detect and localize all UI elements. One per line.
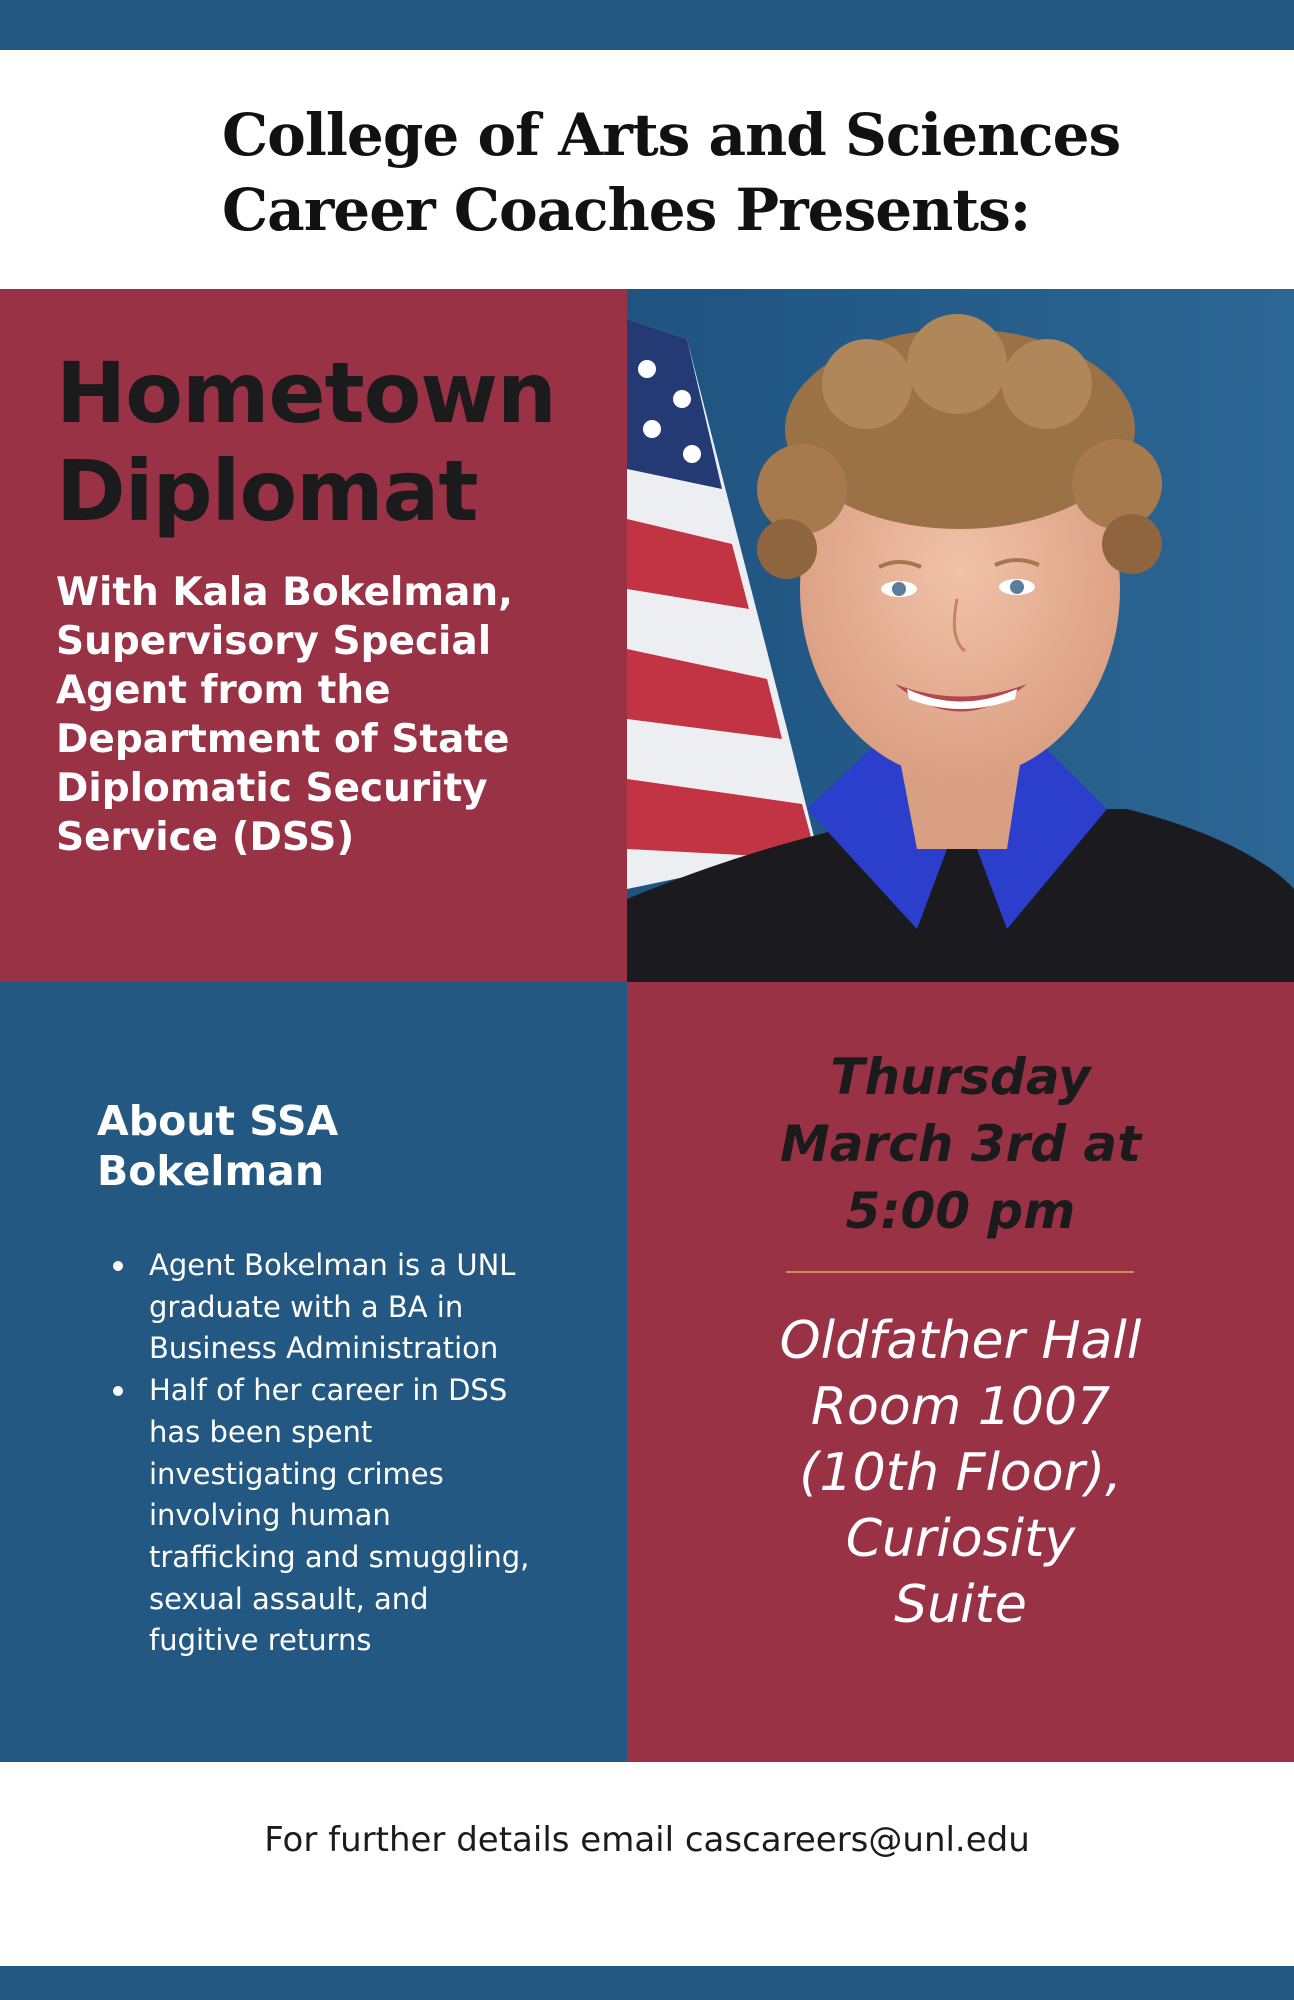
- location-line: Oldfather Hall: [779, 1311, 1142, 1371]
- about-bullet-item: [97, 1370, 567, 1662]
- event-title-line-2: Diplomat: [56, 442, 478, 540]
- bullet-line: Agent Bokelman is a UNL: [149, 1248, 516, 1282]
- header-title: [222, 98, 1182, 248]
- contact-email-link[interactable]: cascareers@unl.edu: [684, 1820, 1030, 1860]
- bullet-line: graduate with a BA in: [149, 1289, 464, 1324]
- location-line: Room 1007: [810, 1377, 1111, 1437]
- about-bullet-item: [97, 1245, 567, 1370]
- location-line: (10th Floor),: [799, 1443, 1122, 1503]
- footer-contact: [0, 1818, 1294, 1862]
- speaker-photo: [627, 289, 1294, 982]
- speaker-description-line: Agent from the: [56, 668, 391, 713]
- speaker-description: [56, 568, 616, 862]
- bullet-line: has been spent: [149, 1414, 373, 1449]
- header-line-2: Career Coaches Presents:: [222, 176, 1031, 244]
- bullet-line: fugitive returns: [149, 1623, 372, 1658]
- event-date: March 3rd at: [779, 1115, 1142, 1173]
- bullet-line: sexual assault, and: [149, 1581, 429, 1616]
- about-heading-line-1: About SSA: [97, 1097, 339, 1145]
- speaker-description-line: Diplomatic Security: [56, 766, 488, 811]
- event-location: [627, 1308, 1294, 1638]
- about-heading-line-2: Bokelman: [97, 1147, 325, 1195]
- bullet-line: Half of her career in DSS: [149, 1373, 508, 1408]
- bullet-line: investigating crimes: [149, 1456, 444, 1491]
- event-day: Thursday: [830, 1048, 1091, 1106]
- speaker-description-line: Supervisory Special: [56, 619, 492, 664]
- event-title-line-1: Hometown: [56, 344, 556, 442]
- speaker-portrait-image: [627, 289, 1294, 982]
- speaker-description-line: Service (DSS): [56, 815, 355, 860]
- footer-text: For further details email: [264, 1820, 685, 1860]
- bullet-line: trafficking and smuggling,: [149, 1539, 530, 1574]
- location-line: Suite: [894, 1575, 1027, 1635]
- details-divider: [786, 1271, 1134, 1273]
- event-title: [56, 344, 616, 540]
- speaker-description-line: With Kala Bokelman,: [56, 570, 513, 615]
- bullet-line: Business Administration: [149, 1331, 499, 1366]
- top-bar: [0, 0, 1294, 50]
- speaker-description-line: Department of State: [56, 717, 510, 762]
- event-time: 5:00 pm: [845, 1182, 1076, 1240]
- bottom-bar: [0, 1966, 1294, 2000]
- event-date-time: [627, 1044, 1294, 1245]
- location-line: Curiosity: [845, 1509, 1076, 1569]
- header-line-1: College of Arts and Sciences: [222, 101, 1121, 169]
- about-heading: [97, 1096, 537, 1196]
- bullet-line: involving human: [149, 1498, 391, 1533]
- about-bullet-list: [97, 1245, 567, 1662]
